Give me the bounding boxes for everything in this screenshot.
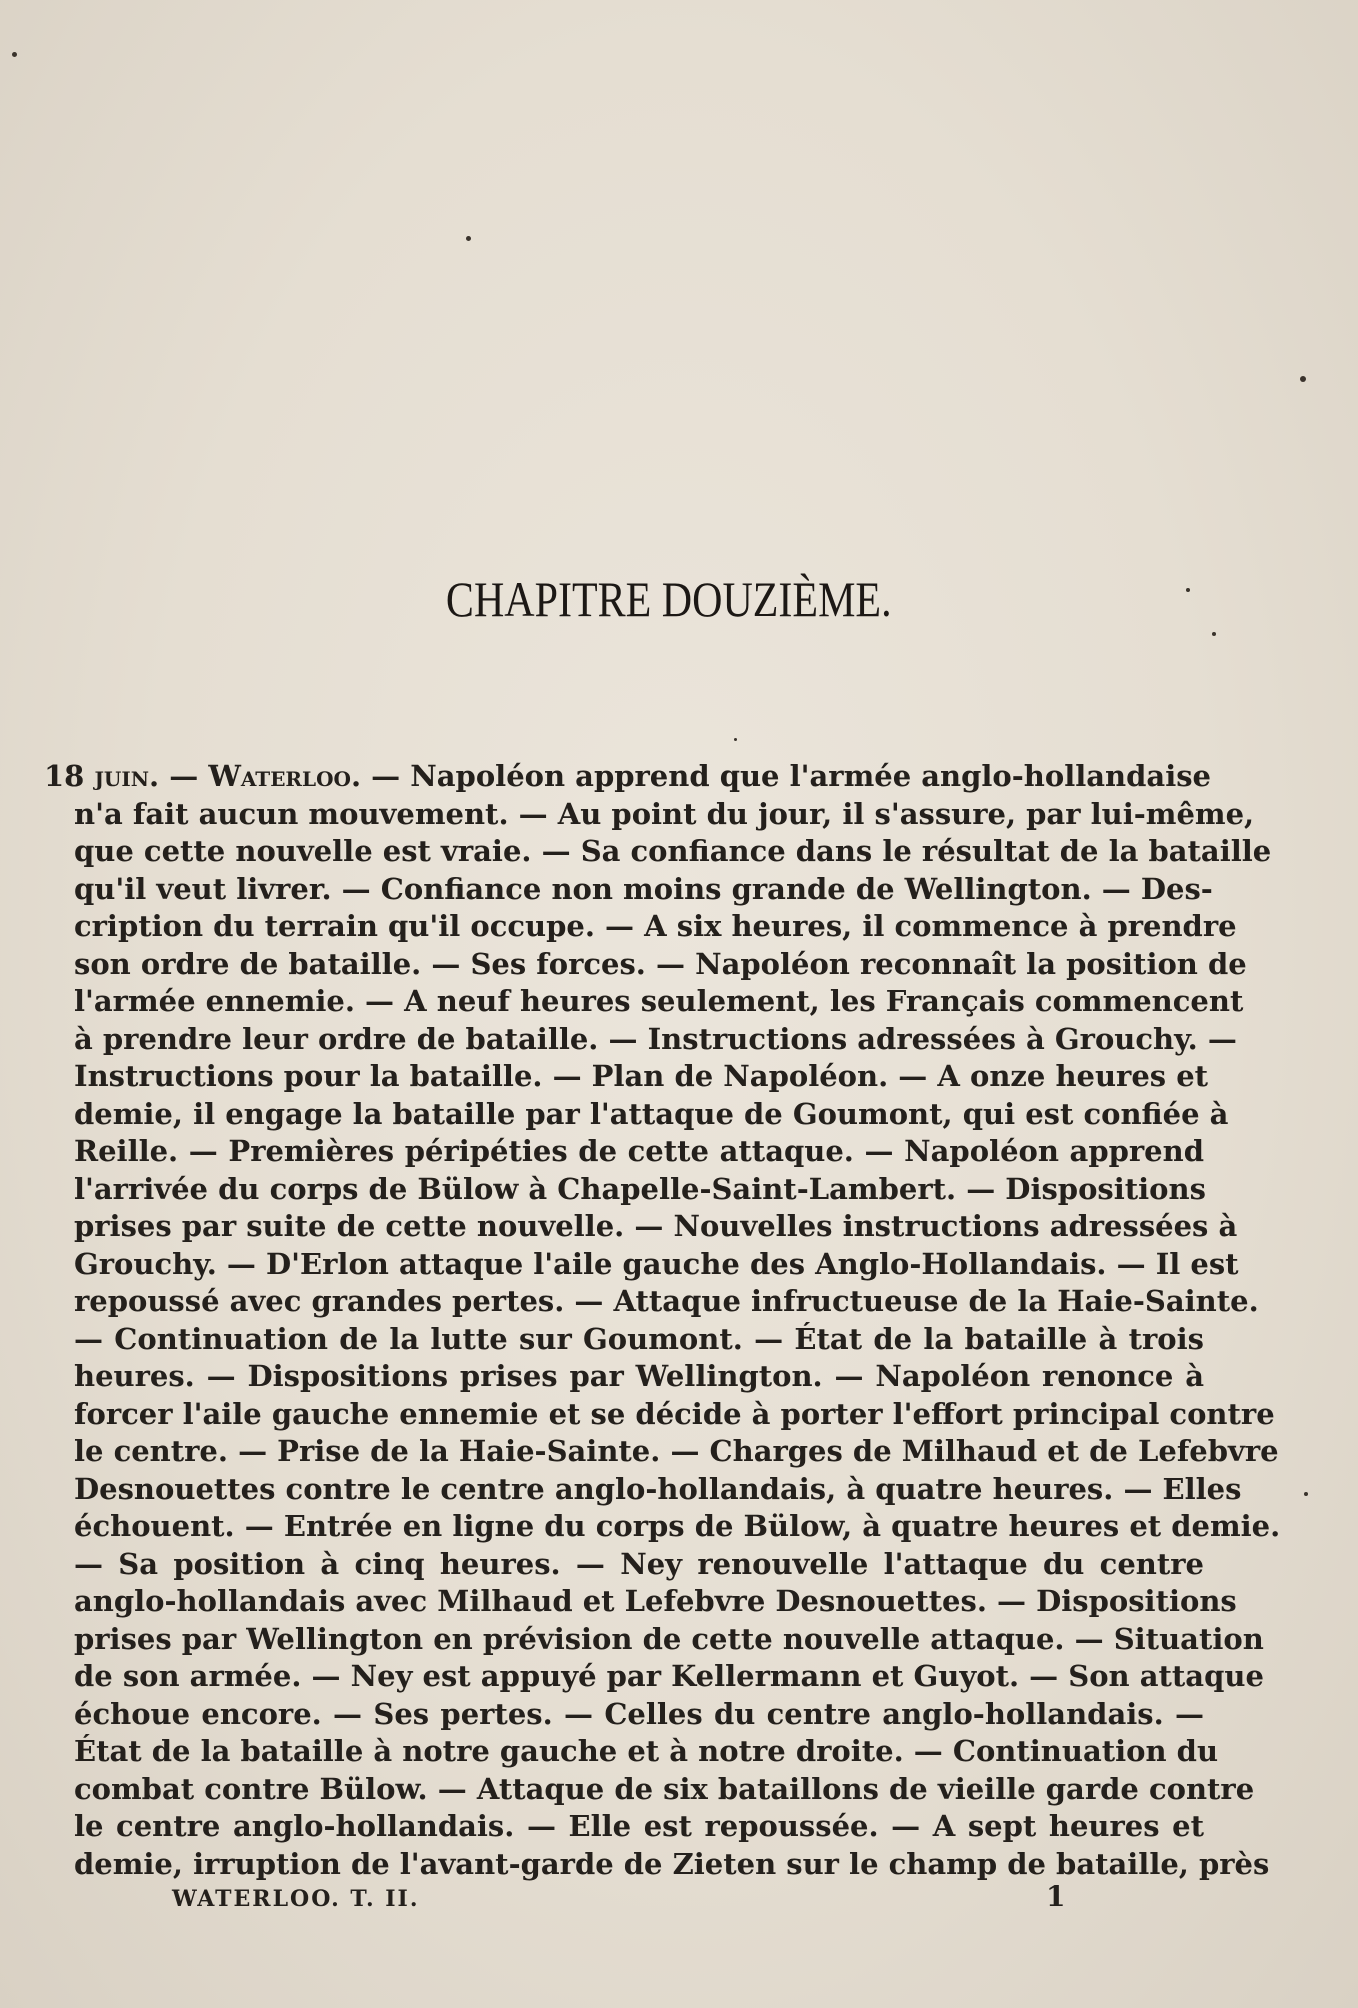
summary-line: demie, il engage la bataille par l'attaque de Goumont, qui est confiée à [74,1096,1229,1131]
summary-line: échouent. — Entrée en ligne du corps de Bülow, à quatre heures et demie. [74,1509,1281,1543]
summary-line: échoue encore. — Ses pertes. — Celles du centre anglo-hollandais. — [74,1696,1204,1731]
summary-line: Reille. — Premières péripéties de cette attaque. — Napoléon apprend [74,1134,1204,1168]
summary-line: repoussé avec grandes pertes. — Attaque infructueuse de la Haie-Sainte. [74,1284,1259,1318]
summary-separator: — [159,759,209,793]
summary-line: le centre. — Prise de la Haie-Sainte. — Charges de Milhaud et de Lefebvre [74,1434,1279,1468]
summary-line: prises par Wellington en prévision de cette nouvelle attaque. — Situation [74,1621,1264,1656]
summary-line: cription du terrain qu'il occupe. — A six heures, il commence à prendre [74,909,1237,943]
summary-line: anglo-hollandais avec Milhaud et Lefebvre Desnouettes. — Dispositions [74,1584,1237,1618]
summary-line: — Sa position à cinq heures. — Ney renouvelle l'attaque du centre [74,1546,1204,1581]
summary-line: forcer l'aile gauche ennemie et se décide à porter l'effort principal contre [74,1396,1275,1431]
summary-line: Desnouettes contre le centre anglo-hollandais, à quatre heures. — Elles [74,1471,1242,1506]
summary-line: heures. — Dispositions prises par Wellington. — Napoléon renonce à [74,1359,1204,1393]
summary-line: l'armée ennemie. — A neuf heures seulement, les Français commencent [74,984,1244,1018]
summary-place: Waterloo. [208,759,362,793]
summary-line: de son armée. — Ney est appuyé par Kellermann et Guyot. — Son attaque [74,1659,1264,1693]
chapter-summary [44,758,1281,1883]
summary-line: — Continuation de la lutte sur Goumont. — État de la bataille à trois [74,1321,1204,1356]
footer-signature: WATERLOO. T. II. [172,1886,420,1912]
ink-speck [1212,632,1216,636]
summary-line: combat contre Bülow. — Attaque de six bataillons de vieille garde contre [74,1771,1255,1806]
summary-first-rest: — Napoléon apprend que l'armée anglo-hollandaise [361,759,1211,793]
summary-line [44,758,1211,796]
chapter-title: CHAPITRE DOUZIÈME. [445,571,892,627]
summary-line: Grouchy. — D'Erlon attaque l'aile gauche des Anglo-Hollandais. — Il est [74,1246,1239,1281]
summary-line: son ordre de bataille. — Ses forces. — Napoléon reconnaît la position de [74,946,1247,981]
ink-speck [734,738,737,741]
summary-line: le centre anglo-hollandais. — Elle est repoussée. — A sept heures et [74,1809,1204,1843]
summary-line: que cette nouvelle est vraie. — Sa confiance dans le résultat de la bataille [74,834,1272,868]
ink-speck [1300,376,1306,382]
summary-line: l'arrivée du corps de Bülow à Chapelle-Saint-Lambert. — Dispositions [74,1171,1206,1206]
summary-line: prises par suite de cette nouvelle. — Nouvelles instructions adressées à [74,1209,1238,1243]
ink-speck [466,236,471,241]
summary-date-day: 18 [44,759,85,793]
summary-line: qu'il veut livrer. — Confiance non moins grande de Wellington. — Des- [74,871,1213,906]
summary-line: n'a fait aucun mouvement. — Au point du jour, il s'assure, par lui-même, [74,796,1255,831]
summary-line: à prendre leur ordre de bataille. — Instructions adressées à Grouchy. — [74,1021,1237,1056]
summary-date-month: juin. [94,759,160,793]
ink-speck [12,52,17,57]
ink-speck [1304,1492,1308,1496]
summary-line: État de la bataille à notre gauche et à notre droite. — Continuation du [74,1734,1219,1768]
page-number: 1 [1046,1880,1066,1913]
summary-line: Instructions pour la bataille. — Plan de Napoléon. — A onze heures et [74,1059,1209,1093]
summary-line: demie, irruption de l'avant-garde de Zieten sur le champ de bataille, près [74,1846,1270,1881]
summary-lines [74,796,1281,1884]
